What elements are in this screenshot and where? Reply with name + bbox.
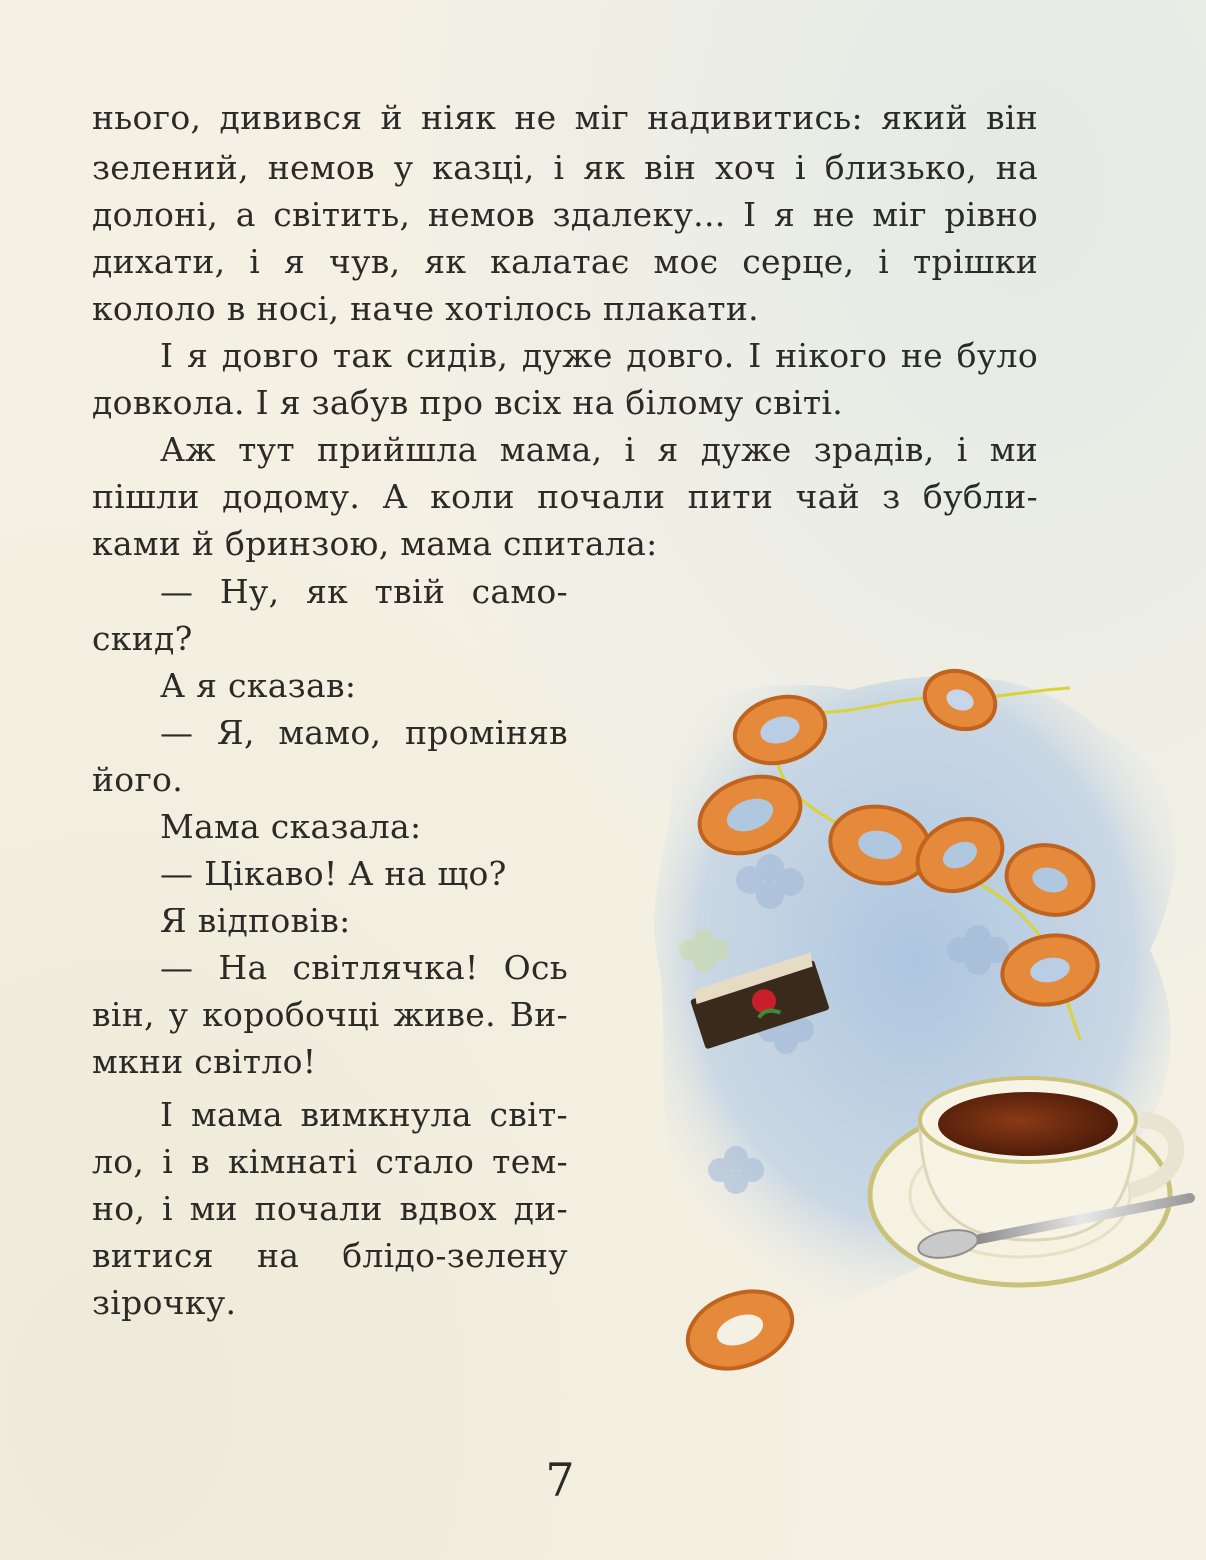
text-line: — На світлячка! Ось [160, 948, 568, 987]
text-line: його. [92, 760, 184, 799]
text-line: — Я, мамо, проміняв [160, 713, 568, 752]
text-line: зірочку. [92, 1283, 237, 1322]
text-line: І мама вимкнула світ- [160, 1095, 568, 1134]
page-number: 7 [545, 1453, 575, 1507]
text-line: витися на блідо-зелену [92, 1236, 568, 1275]
text-line: Я відповів: [160, 901, 351, 940]
text-line: він, у коробочці живе. Ви- [92, 995, 568, 1034]
text-line: ками й бринзою, мама спитала: [92, 524, 658, 563]
text-line: мкни світло! [92, 1042, 317, 1081]
text-line: ло, і в кімнаті стало тем- [92, 1142, 568, 1181]
text-line: нього, дивився й ніяк не міг надивитись: який він [92, 98, 1038, 137]
text-line: скид? [92, 619, 193, 658]
text-line: Аж тут прийшла мама, і я дуже зрадів, і ми [160, 430, 1038, 469]
text-line: довкола. І я забув про всіх на білому світі. [92, 383, 844, 422]
text-line: но, і ми почали вдвох ди- [92, 1189, 568, 1228]
text-line: пішли додому. А коли почали пити чай з бубли- [92, 477, 1038, 516]
text-line: кололо в носі, наче хотілось плакати. [92, 289, 759, 328]
text-line: — Цікаво! А на що? [160, 854, 507, 893]
tea-illustration [630, 650, 1206, 1390]
text-line: — Ну, як твій само- [160, 572, 568, 611]
text-line: долоні, а світить, немов здалеку... І я не міг рівно [92, 195, 1038, 234]
text-line: дихати, і я чув, як калатає моє серце, і трішки [92, 242, 1038, 281]
text-line: І я довго так сидів, дуже довго. І нікого не було [160, 336, 1038, 375]
text-line: А я сказав: [160, 666, 357, 705]
text-line: Мама сказала: [160, 807, 422, 846]
text-line: зелений, немов у казці, і як він хоч і близько, на [92, 148, 1038, 187]
